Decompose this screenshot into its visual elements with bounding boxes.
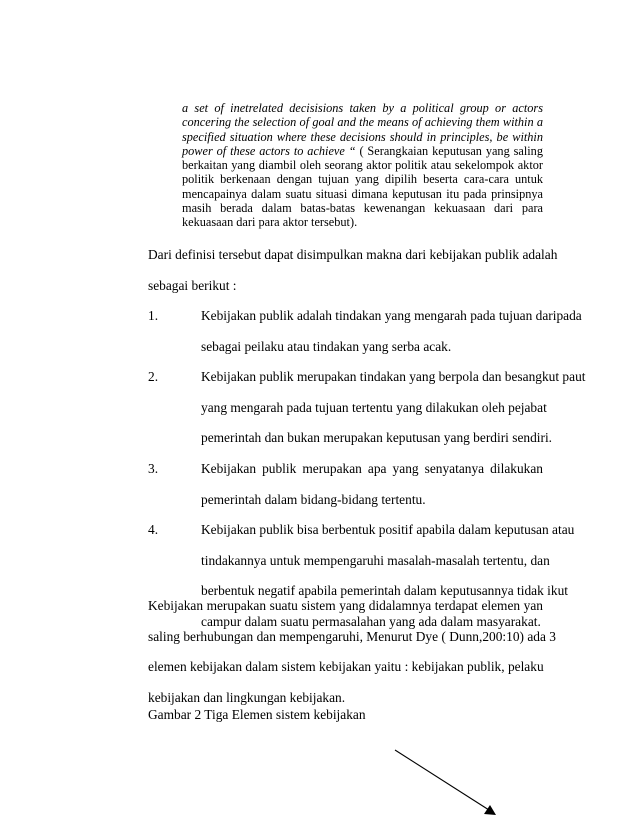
list-number: 4. [148, 522, 159, 537]
paragraph-line: Kebijakan merupakan suatu sistem yang didalamnya terdapat elemen yan [148, 598, 543, 613]
paragraph-line: Dari definisi tersebut dapat disimpulkan makna dari kebijakan publik adalah [148, 247, 558, 262]
list-number: 3. [148, 461, 159, 476]
quote-line: berkaitan yang diambil oleh seorang aktor politik atau sekelompok aktor [182, 158, 543, 173]
diagram-arrow [385, 740, 505, 826]
quote-line: masih berada dalam batas-batas kewenangan kekuasaan dari para [182, 201, 543, 216]
list-line: Kebijakan publik merupakan tindakan yang berpola dan besangkut paut [201, 369, 586, 384]
list-text [201, 301, 582, 362]
definition-quote [182, 101, 543, 230]
caption-text: Gambar 2 Tiga Elemen sistem kebijakan [148, 707, 366, 722]
paragraph-line: kebijakan dan lingkungan kebijakan. [148, 689, 346, 705]
list-text [201, 454, 543, 515]
list-number: 2. [148, 369, 159, 384]
list-line: pemerintah dan bukan merupakan keputusan yang berdiri sendiri. [201, 430, 553, 446]
figure-caption [148, 700, 543, 731]
list-line: Kebijakan publik adalah tindakan yang mengarah pada tujuan daripada [201, 308, 582, 323]
quote-line: concering the selection of goal and the means of achieving them within a [182, 115, 543, 130]
intro-paragraph [148, 240, 558, 301]
quote-mixed-line [182, 144, 543, 158]
quote-line: specified situation where these decisions should in principles, be within [182, 129, 543, 144]
list-line: sebagai peilaku atau tindakan yang serba acak. [201, 338, 452, 354]
quote-line: a set of inetrelated decisisions taken by a political group or actors [182, 101, 543, 115]
list-line: berbentuk negatif apabila pemerintah dalam keputusannya tidak ikut [201, 583, 569, 599]
paragraph-line: sebagai berikut : [148, 277, 237, 293]
quote-italic-part: power of these actors to achieve “ [182, 143, 356, 158]
closing-paragraph [148, 591, 556, 713]
list-line: Kebijakan publik merupakan apa yang senyatanya dilakukan [201, 461, 543, 476]
arrow-head [484, 805, 496, 815]
list-number: 1. [148, 308, 159, 323]
list-line: yang mengarah pada tujuan tertentu yang dilakukan oleh pejabat [201, 399, 547, 415]
paragraph-line: elemen kebijakan dalam sistem kebijakan yaitu : kebijakan publik, pelaku [148, 659, 544, 675]
list-text [201, 362, 586, 454]
list-line: pemerintah dalam bidang-bidang tertentu. [201, 491, 426, 507]
quote-line: politik berkenaan dengan tujuan yang dipilih beserta cara-cara untuk [182, 172, 543, 187]
list-line: tindakannya untuk mempengaruhi masalah-masalah tertentu, dan [201, 552, 550, 568]
quote-line: mencapainya dalam suatu situasi dimana keputusan itu pada prinsipnya [182, 186, 543, 201]
quote-normal-part: ( Serangkaian keputusan yang saling [355, 143, 543, 158]
list-line: Kebijakan publik bisa berbentuk positif apabila dalam keputusan atau [201, 522, 575, 537]
quote-line: kekuasaan dari para aktor tersebut). [182, 215, 358, 230]
list-line: campur dalam suatu permasalahan yang ada dalam masyarakat. [201, 613, 541, 629]
arrow-shaft [395, 750, 489, 810]
paragraph-line: saling berhubungan dan mempengaruhi, Menurut Dye ( Dunn,200:10) ada 3 [148, 628, 556, 644]
